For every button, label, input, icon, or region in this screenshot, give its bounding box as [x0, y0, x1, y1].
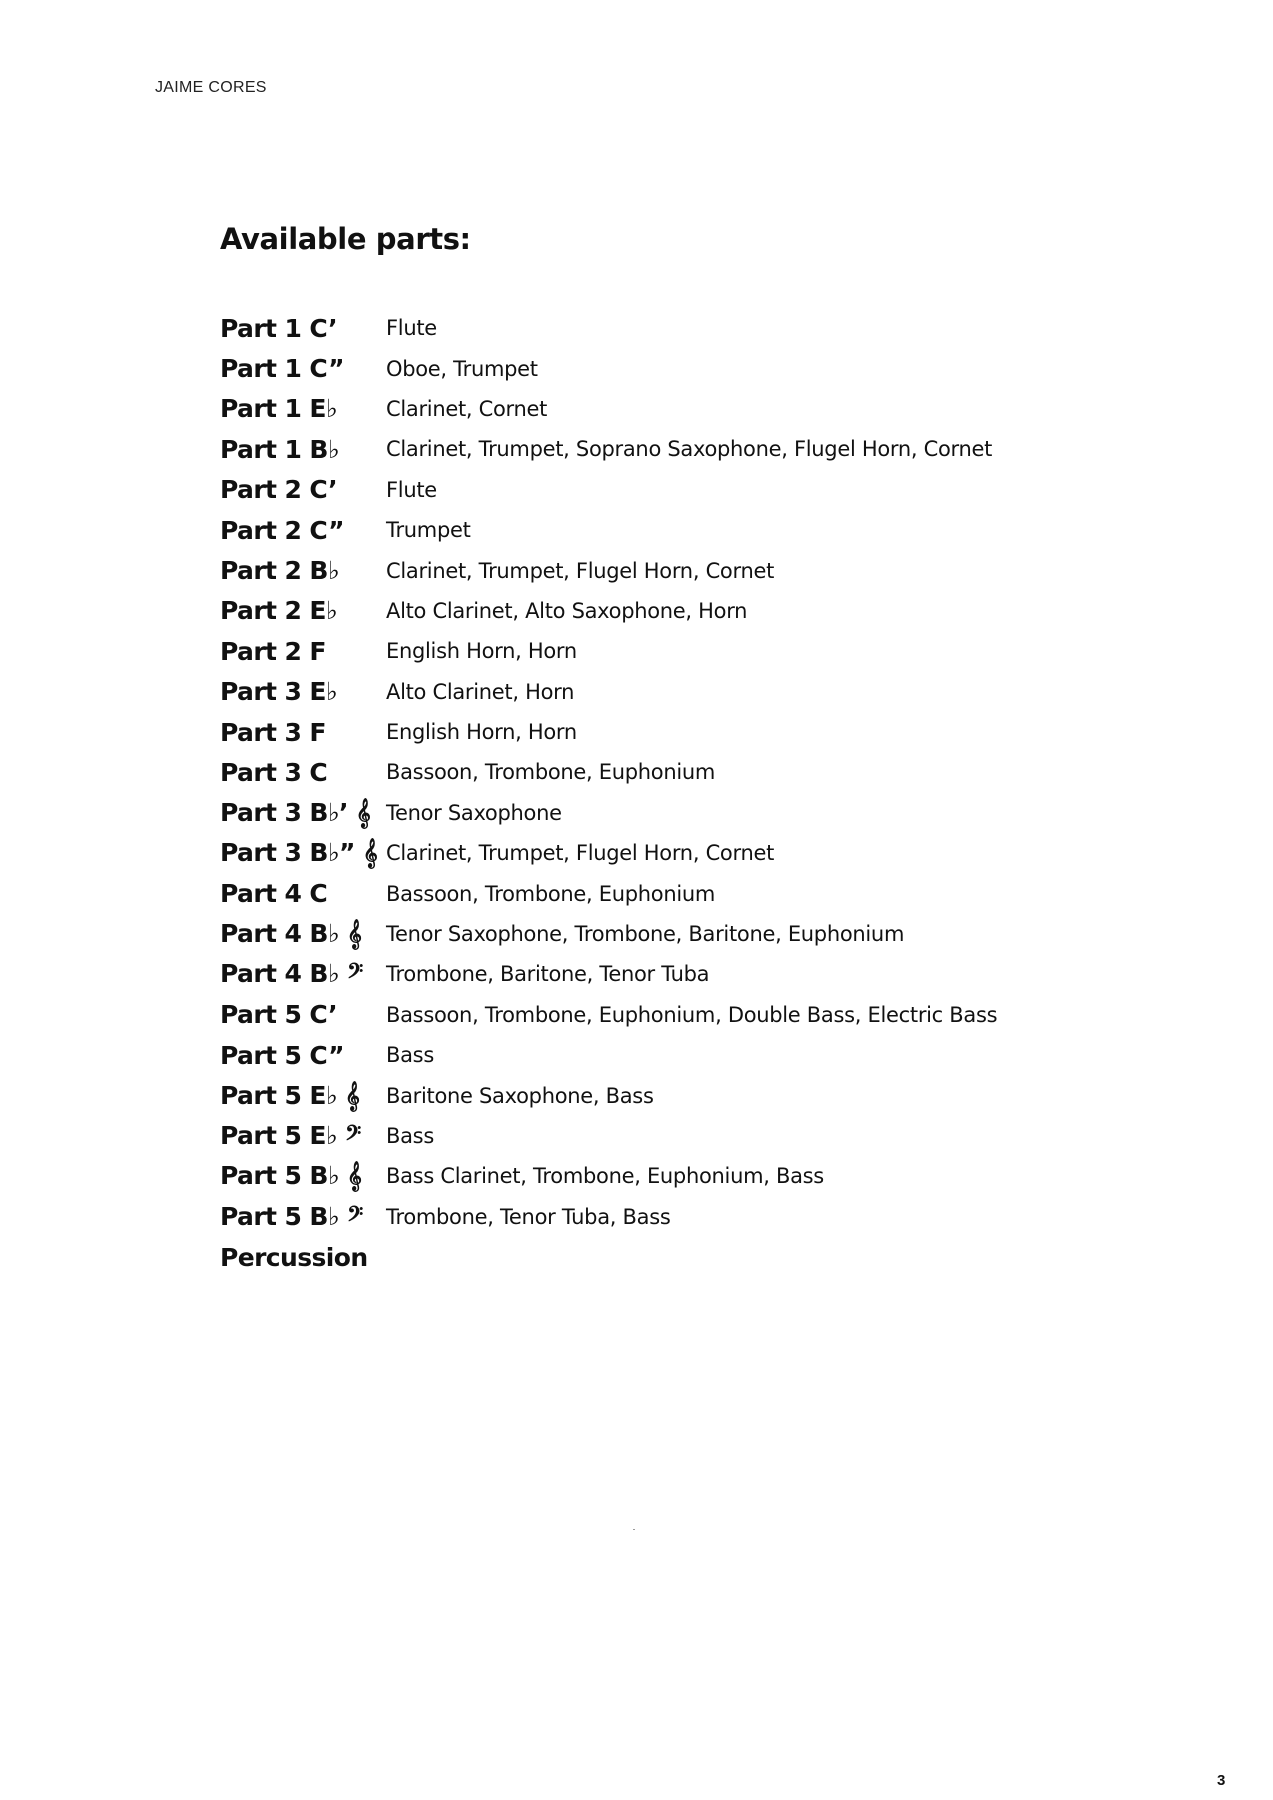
part-instruments: Tenor Saxophone — [386, 800, 562, 825]
list-item — [220, 752, 1120, 792]
list-item — [220, 348, 1120, 388]
part-instruments: Clarinet, Trumpet, Flugel Horn, Cornet — [386, 841, 775, 866]
list-item — [220, 389, 1120, 429]
part-name: Part 4 B♭ 𝄞 — [220, 919, 362, 949]
part-instruments: Trombone, Tenor Tuba, Bass — [386, 1204, 671, 1229]
list-item — [220, 954, 1120, 994]
part-name: Part 5 E♭ 𝄞 — [220, 1080, 360, 1110]
part-name: Part 3 B♭’ 𝄞 — [220, 797, 371, 827]
scan-speck — [633, 1529, 635, 1530]
list-item — [220, 1035, 1120, 1075]
list-item — [220, 1237, 1120, 1277]
part-instruments: Trumpet — [386, 518, 471, 543]
list-item — [220, 550, 1120, 590]
part-instruments: Baritone Saxophone, Bass — [386, 1083, 654, 1108]
part-name: Part 4 C — [220, 879, 328, 909]
list-item — [220, 1197, 1120, 1237]
part-name: Part 5 E♭ 𝄢 — [220, 1121, 361, 1150]
part-name: Part 3 E♭ — [220, 677, 338, 707]
parts-list — [220, 308, 1120, 1277]
part-name: Part 5 B♭ 𝄞 — [220, 1161, 362, 1191]
part-instruments: Bass — [386, 1124, 434, 1148]
part-name: Part 4 B♭ 𝄢 — [220, 959, 363, 989]
part-name: Part 2 E♭ — [220, 596, 338, 626]
part-instruments: Alto Clarinet, Horn — [386, 679, 575, 704]
part-name: Part 5 C” — [220, 1040, 344, 1070]
part-instruments: Flute — [386, 316, 437, 341]
part-name: Part 3 C — [220, 757, 328, 787]
page-header-author: JAIME CORES — [155, 79, 267, 96]
part-name: Part 5 C’ — [220, 1000, 337, 1030]
part-name: Part 2 F — [220, 636, 326, 666]
part-instruments: English Horn, Horn — [386, 639, 577, 664]
part-instruments: Bassoon, Trombone, Euphonium — [386, 881, 716, 906]
part-instruments: English Horn, Horn — [386, 720, 577, 745]
part-instruments: Oboe, Trumpet — [386, 356, 538, 381]
page-number: 3 — [1217, 1772, 1226, 1789]
part-name: Part 1 C’ — [220, 313, 337, 343]
list-item — [220, 712, 1120, 752]
part-instruments: Bass — [386, 1043, 434, 1068]
list-item — [220, 1075, 1120, 1115]
list-item — [220, 429, 1120, 469]
part-name: Part 2 C” — [220, 515, 344, 545]
part-name: Part 1 C” — [220, 354, 344, 384]
part-instruments: Clarinet, Trumpet, Soprano Saxophone, Flugel Horn, Cornet — [386, 437, 993, 462]
part-name: Part 1 E♭ — [220, 394, 338, 424]
part-name: Part 2 C’ — [220, 475, 337, 505]
part-instruments: Trombone, Baritone, Tenor Tuba — [386, 962, 710, 987]
list-item — [220, 631, 1120, 671]
list-item — [220, 873, 1120, 913]
list-item — [220, 591, 1120, 631]
part-instruments: Alto Clarinet, Alto Saxophone, Horn — [386, 598, 748, 623]
list-item — [220, 308, 1120, 348]
part-name: Part 1 B♭ — [220, 434, 340, 464]
list-item — [220, 672, 1120, 712]
part-name: Part 2 B♭ — [220, 556, 340, 586]
list-item — [220, 1156, 1120, 1196]
list-item — [220, 1116, 1120, 1156]
list-item — [220, 793, 1120, 833]
part-name: Part 5 B♭ 𝄢 — [220, 1201, 363, 1231]
part-instruments: Bassoon, Trombone, Euphonium, Double Bass, Electric Bass — [386, 1002, 998, 1027]
part-name: Percussion — [220, 1242, 368, 1272]
part-instruments: Bassoon, Trombone, Euphonium — [386, 760, 716, 785]
part-name: Part 3 F — [220, 717, 326, 747]
page-title: Available parts: — [220, 222, 471, 256]
part-name: Part 3 B♭” 𝄞 — [220, 838, 378, 868]
list-item — [220, 833, 1120, 873]
part-instruments: Clarinet, Cornet — [386, 396, 548, 421]
list-item — [220, 914, 1120, 954]
part-instruments: Tenor Saxophone, Trombone, Baritone, Euphonium — [386, 922, 905, 947]
part-instruments: Clarinet, Trumpet, Flugel Horn, Cornet — [386, 558, 775, 583]
list-item — [220, 995, 1120, 1035]
list-item — [220, 510, 1120, 550]
list-item — [220, 470, 1120, 510]
part-instruments: Bass Clarinet, Trombone, Euphonium, Bass — [386, 1164, 824, 1189]
part-instruments: Flute — [386, 477, 437, 502]
